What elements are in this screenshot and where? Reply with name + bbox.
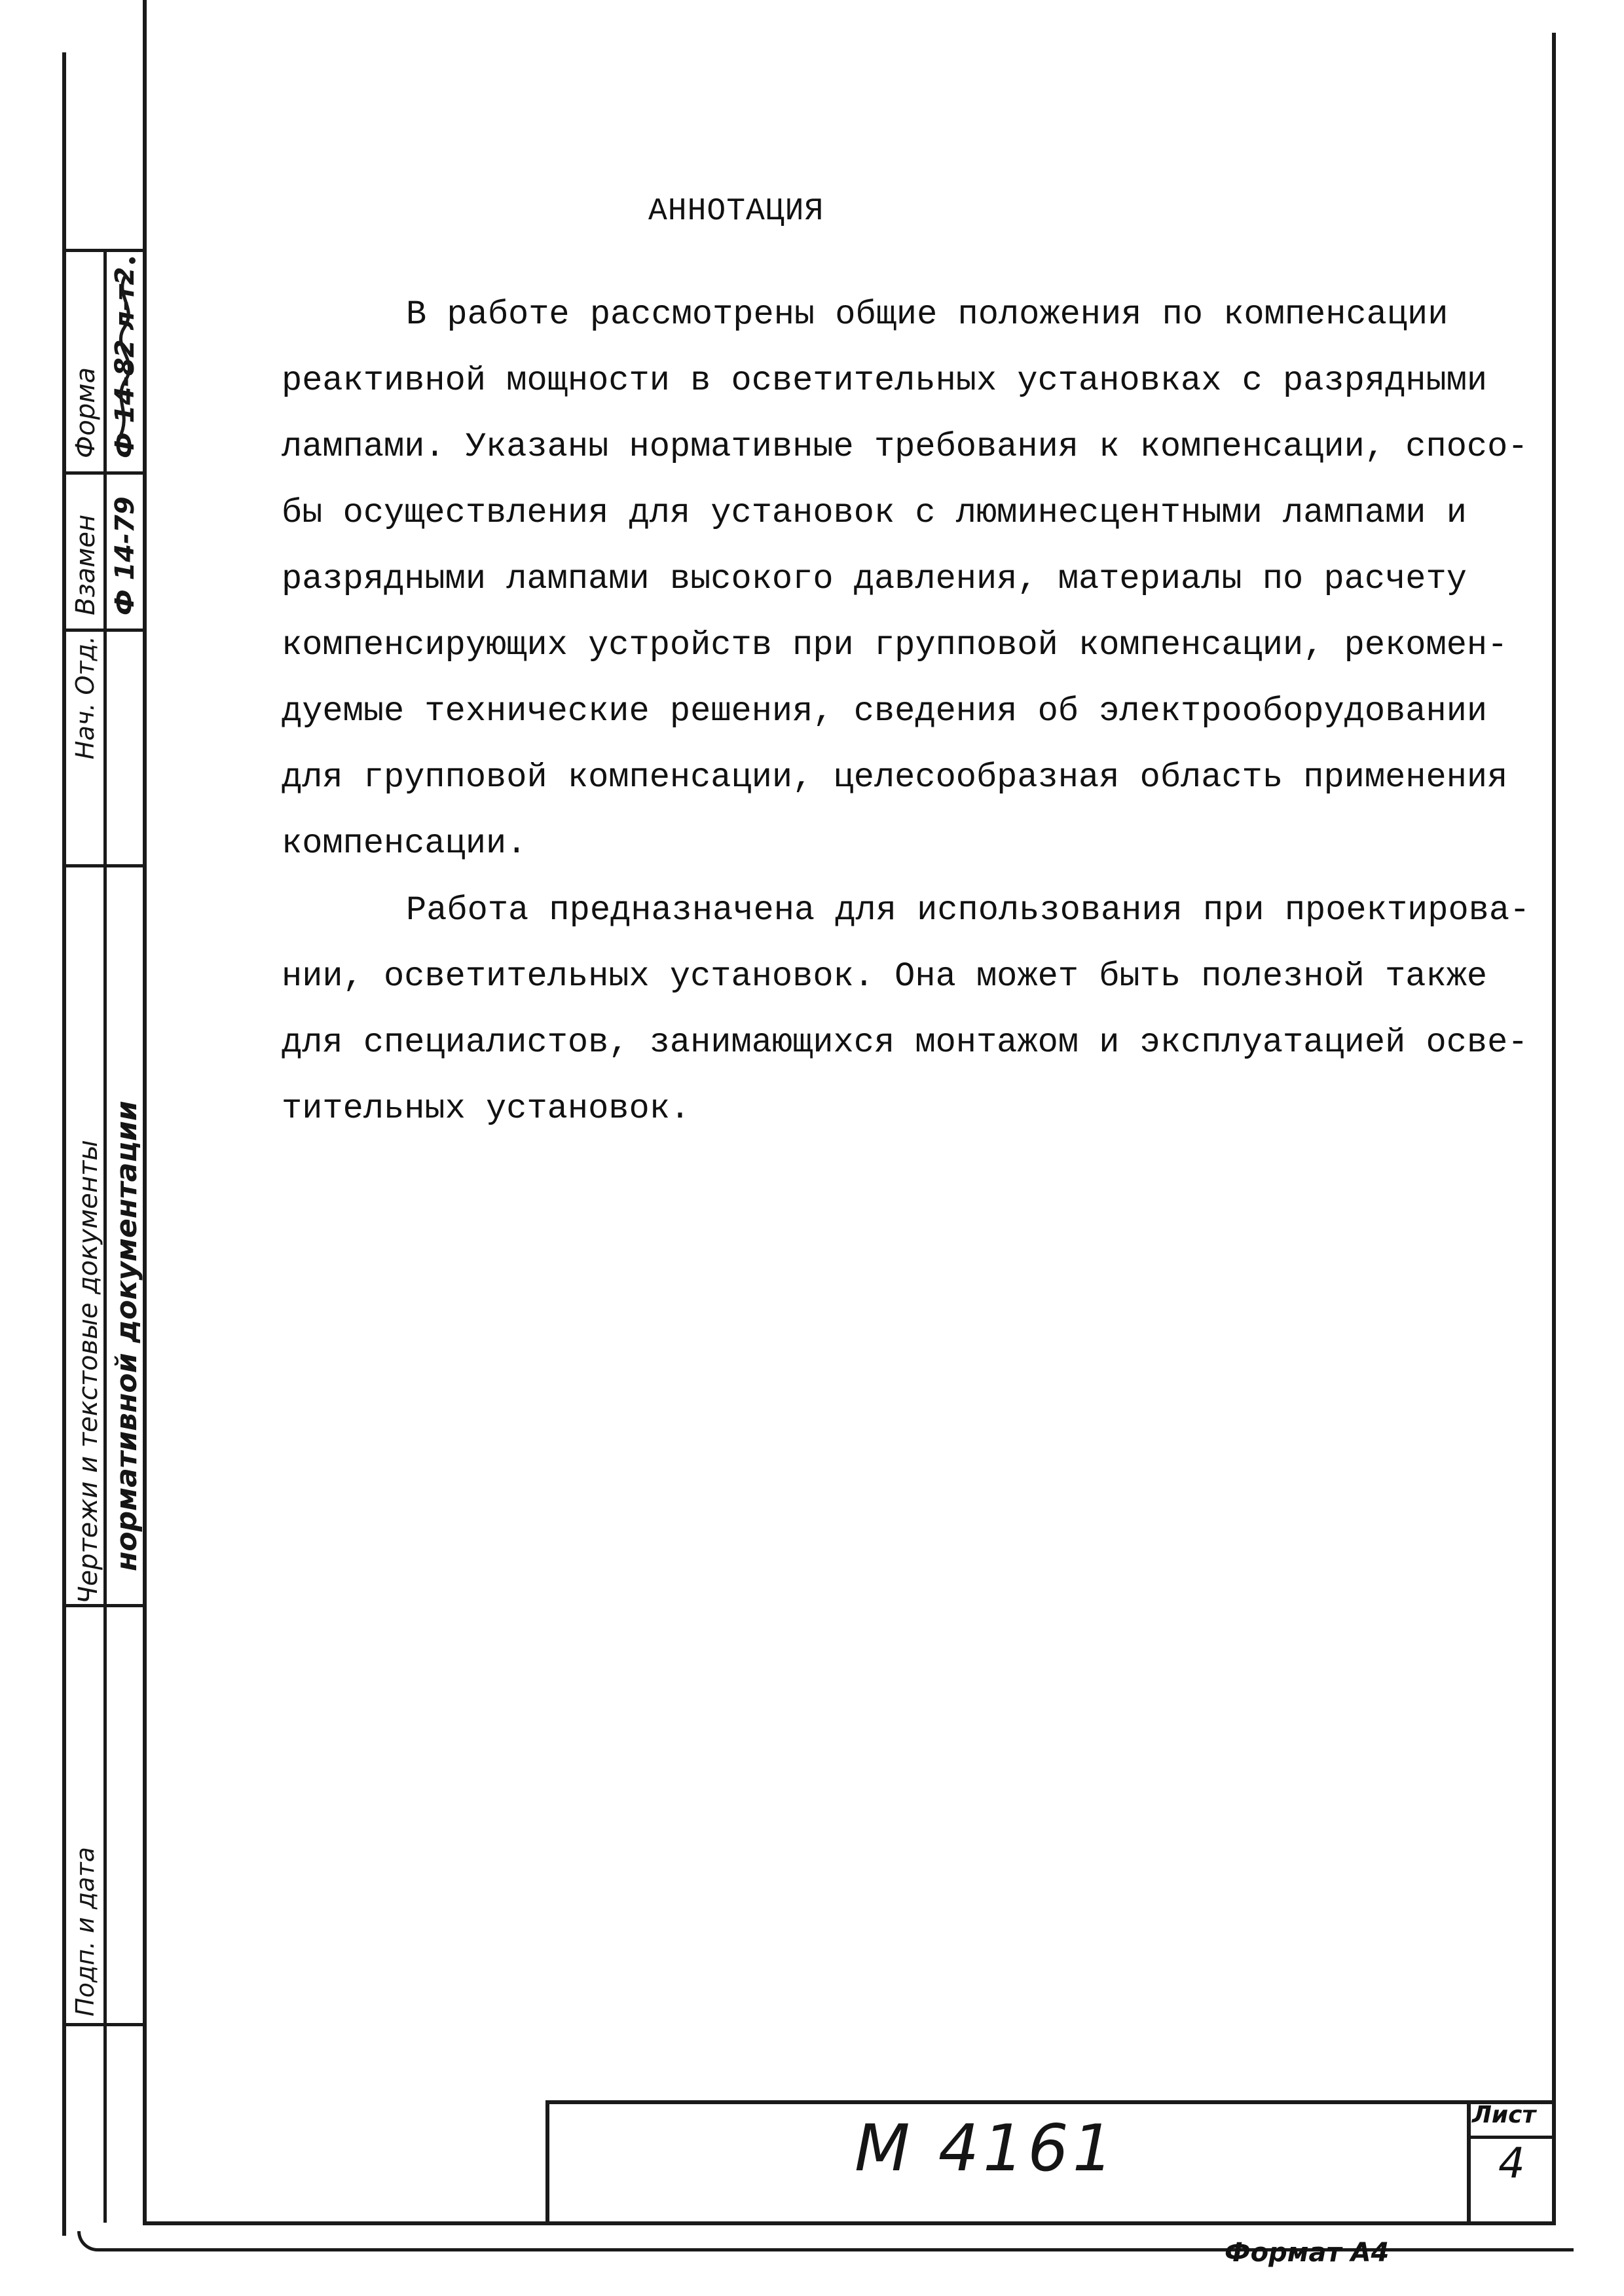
sheet-cell-divider bbox=[1467, 2136, 1556, 2139]
annotation-paragraph-1 bbox=[282, 282, 1528, 877]
paragraph-line: нии, осветительных установок. Она может быть полезной также bbox=[282, 957, 1488, 996]
paragraph-line: бы осуществления для установок с люминесцентными лампами и bbox=[282, 494, 1467, 532]
sheet-number: 4 bbox=[1498, 2140, 1525, 2188]
sheet-label: Лист bbox=[1472, 2102, 1536, 2128]
annotation-paragraph-2 bbox=[282, 877, 1530, 1142]
paragraph-line: В работе рассмотрены общие положения по компенсации bbox=[406, 295, 1449, 334]
frame-right-border bbox=[1552, 33, 1556, 2223]
side-stamp-divider bbox=[103, 249, 107, 2223]
side-signature-line: Подп. и дата bbox=[71, 1847, 100, 2016]
side-stamp-rule bbox=[62, 2023, 146, 2026]
paragraph-line: для специалистов, занимающихся монтажом и эксплуатацией осве- bbox=[282, 1023, 1528, 1062]
paragraph-line: разрядными лампами высокого давления, материалы по расчету bbox=[282, 560, 1467, 598]
paragraph-line: реактивной мощности в осветительных установках с разрядными bbox=[282, 361, 1488, 400]
side-docs-line1: Чертежи и текстовые документы bbox=[73, 1140, 103, 1604]
side-forma-label: Форма bbox=[71, 367, 101, 458]
side-vzamen-value: Ф 14-79 bbox=[110, 496, 140, 615]
format-label: Формат А4 bbox=[1225, 2238, 1390, 2268]
side-stamp-rule bbox=[62, 471, 146, 475]
side-forma-value: Ф 14-82 л-т2 bbox=[110, 266, 140, 458]
paragraph-line: лампами. Указаны нормативные требования к компенсации, спосо- bbox=[282, 428, 1528, 466]
paragraph-line: компенсации. bbox=[282, 824, 527, 863]
document-code: М 4161 bbox=[855, 2111, 1118, 2186]
signature-scribble bbox=[106, 249, 143, 445]
side-stamp-rule bbox=[62, 629, 146, 632]
frame-left-border bbox=[62, 52, 66, 2236]
side-docs-line2: нормативной документации bbox=[110, 1101, 143, 1571]
paragraph-line: Работа предназначена для использования при проектирова- bbox=[406, 891, 1530, 930]
side-nach-otd-label: Нач. Отд. bbox=[71, 636, 100, 759]
side-stamp-rule bbox=[62, 1604, 146, 1607]
paragraph-line: тительных установок. bbox=[282, 1089, 691, 1128]
paragraph-line: компенсирующих устройств при групповой компенсации, рекомен- bbox=[282, 626, 1508, 665]
document-title: АННОТАЦИЯ bbox=[648, 194, 824, 229]
paragraph-line: для групповой компенсации, целесообразная область применения bbox=[282, 758, 1508, 797]
side-vzamen-label: Взамен bbox=[71, 514, 101, 615]
side-stamp-rule bbox=[62, 864, 146, 867]
paragraph-line: дуемые технические решения, сведения об электрооборудовании bbox=[282, 692, 1488, 731]
